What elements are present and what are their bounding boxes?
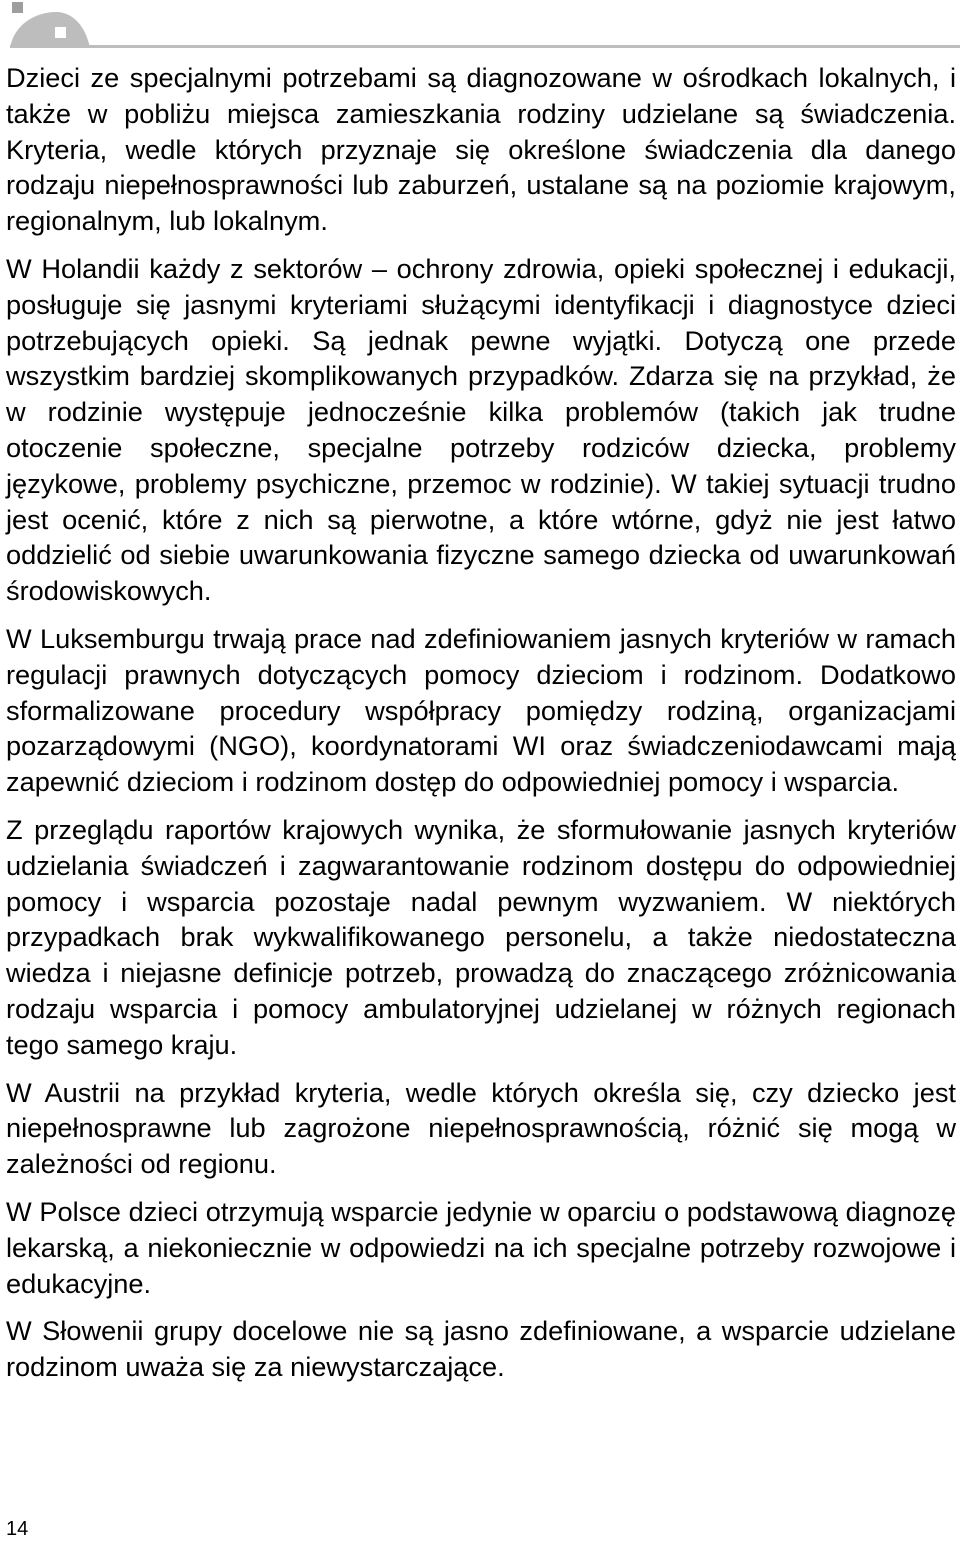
paragraph-6: W Polsce dzieci otrzymują wsparcie jedynie w oparciu o podstawową diagnozę lekarską, a niekoniecznie w odpowiedzi na ich specjalne potrzeby rozwojowe i edukacyjne. [6,1195,956,1299]
paragraph-3: W Luksemburgu trwają prace nad zdefiniowaniem jasnych kryteriów w ramach regulacji prawnych dotyczących pomocy dzieciom i rodzinom. Dodatkowo sformalizowane procedury współpracy pomiędzy rodziną, organizacjami pozarządowymi (NGO), koordynatorami WI oraz świadczeniodawcami mają zapewnić dzieciom i rodzinom dostęp do odpowiedniej pomocy i wsparcia. [6,622,956,798]
paragraph-2: W Holandii każdy z sektorów – ochrony zdrowia, opieki społecznej i edukacji, posługuje się jasnymi kryteriami służącymi identyfikacji i diagnostyce dzieci potrzebujących opieki. Są jednak pewne wyjątki. Dotyczą one przede wszystkim bardziej skomplikowanych przypadków. Zdarza się na przykład, że w rodzinie występuje jednocześnie kilka problemów (takich jak trudne otoczenie społeczne, specjalne potrzeby rodziców dziecka, problemy językowe, problemy psychiczne, przemoc w rodzinie). W takiej sytuacji trudno jest ocenić, które z nich są pierwotne, a które wtórne, gdyż nie jest łatwo oddzielić od siebie uwarunkowania fizyczne samego dziecka od uwarunkowań środowiskowych. [6,252,956,607]
header-tab-shape [10,12,90,48]
header-rule-line [10,45,960,48]
page-number: 14 [6,1518,29,1540]
paragraph-5: W Austrii na przykład kryteria, wedle których określa się, czy dziecko jest niepełnosprawne lub zagrożone niepełnosprawnością, różnić się mogą w zależności od regionu. [6,1076,956,1180]
header-tab-graphic [0,0,960,50]
paragraph-1: Dzieci ze specjalnymi potrzebami są diagnozowane w ośrodkach lokalnych, i także w pobliżu miejsca zamieszkania rodziny udzielane są świadczenia. Kryteria, wedle których przyznaje się określone świadczenia dla danego rodzaju niepełnosprawności lub zaburzeń, ustalane są na poziomie krajowym, regionalnym, lub lokalnym. [6,62,956,237]
header-tab-square [55,27,66,38]
paragraph-7: W Słowenii grupy docelowe nie są jasno zdefiniowane, a wsparcie udzielane rodzinom uważa się za niewystarczające. [6,1315,956,1383]
header-decoration [0,0,960,50]
page-body [6,60,956,1385]
header-corner-square [12,2,23,13]
paragraph-4: Z przeglądu raportów krajowych wynika, że sformułowanie jasnych kryteriów udzielania świadczeń i zagwarantowanie rodzinom dostępu do odpowiedniej pomocy i wsparcia pozostaje nadal pewnym wyzwaniem. W niektórych przypadkach brak wykwalifikowanego personelu, a także niedostateczna wiedza i niejasne definicje potrzeb, prowadzą do znaczącego zróżnicowania rodzaju wsparcia i pomocy ambulatoryjnej udzielanej w różnych regionach tego samego kraju. [6,813,956,1060]
